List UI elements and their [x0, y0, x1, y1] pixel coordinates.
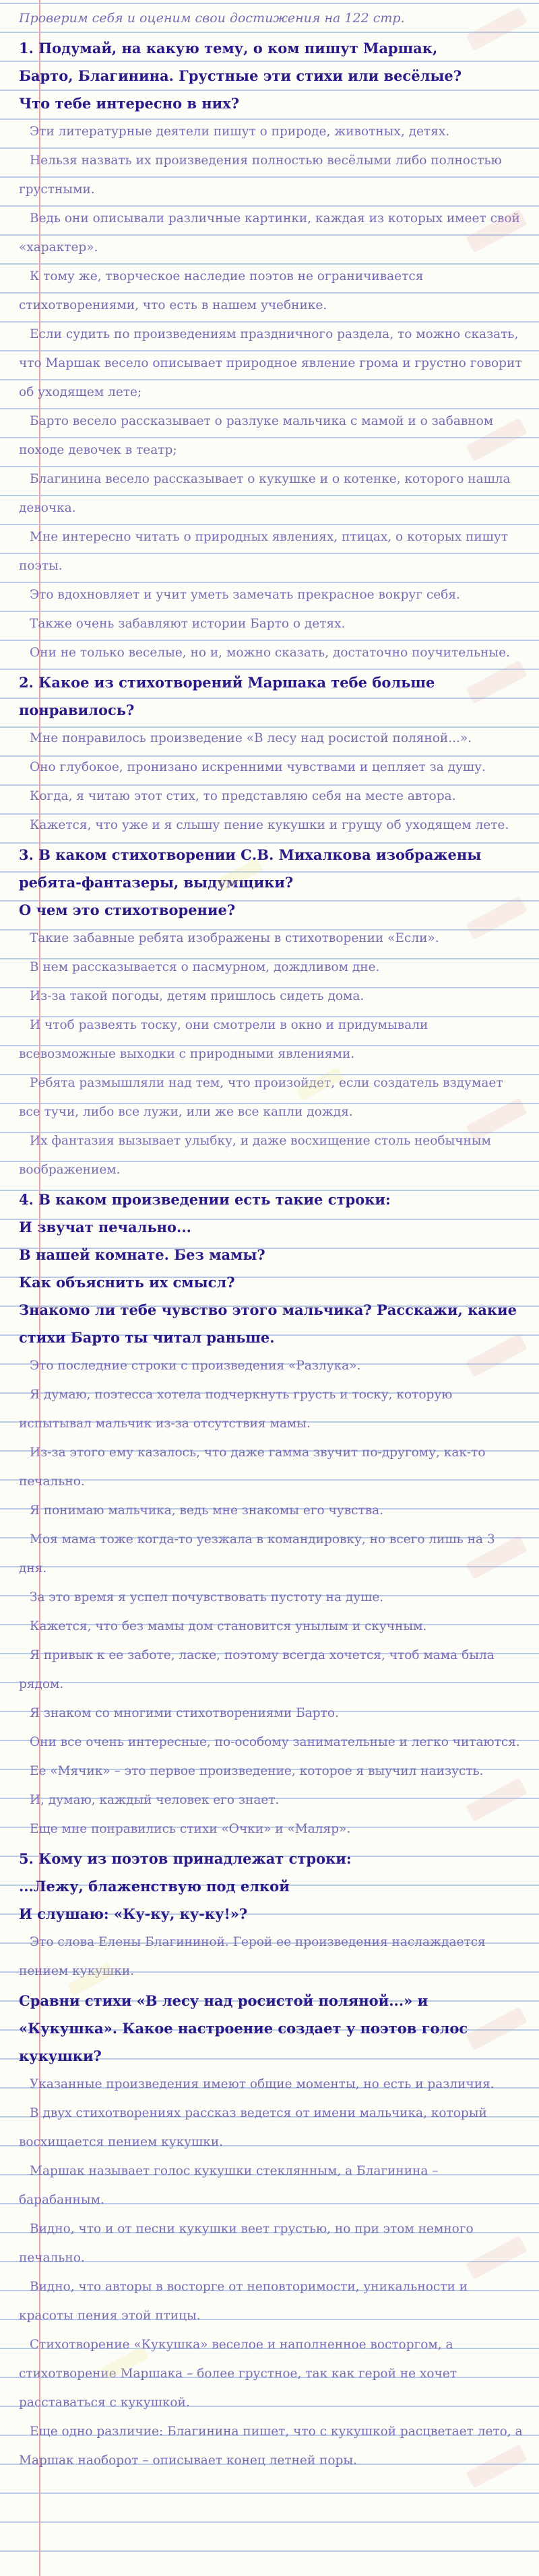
answer-paragraph: Эти литературные деятели пишут о природе, животных, детях.: [30, 125, 450, 139]
question-text: 2. Какое из стихотворений Маршака тебе больше понравилось?: [19, 674, 435, 718]
question-heading: [19, 1843, 523, 1928]
answer-paragraph: Маршак называет голос кукушки стеклянным, а Благинина – барабанным.: [19, 2164, 439, 2207]
answer-paragraph: Ребята размышляли над тем, что произойдет, если создатель вздумает все тучи, либо все лужи, или же все капли дождя.: [19, 1076, 503, 1119]
answer-paragraph: Еще мне понравились стихи «Очки» и «Маляр».: [30, 1822, 351, 1836]
answer-paragraph: Я понимаю мальчика, ведь мне знакомы его чувства.: [30, 1503, 384, 1518]
answer-paragraph: Если судить по произведениям праздничного раздела, то можно сказать, что Маршак весело описывает природное явление грома и грустно говорит об уходящем лете;: [19, 327, 522, 399]
answer-paragraph: Видно, что и от песни кукушки веет грустью, но при этом немного печально.: [19, 2222, 474, 2265]
answer-paragraph: Кажется, что без мамы дом становится унылым и скучным.: [30, 1619, 427, 1633]
answer-paragraph: Ее «Мячик» – это первое произведение, которое я выучил наизусть.: [30, 1764, 484, 1778]
answer-paragraph: За это время я успел почувствовать пустоту на душе.: [30, 1590, 384, 1604]
answer-paragraph: Мне понравилось произведение «В лесу над росистой поляной...».: [30, 731, 472, 745]
answer-paragraph: Я привык к ее заботе, ласке, поэтому всегда хочется, чтоб мама была рядом.: [19, 1648, 495, 1691]
answer-paragraph: Видно, что авторы в восторге от неповторимости, уникальности и красоты пения этой птицы.: [19, 2280, 468, 2323]
answer-paragraph: Барто весело рассказывает о разлуке мальчика с мамой и о забавном походе девочек в театр;: [19, 414, 494, 457]
answer-paragraph: Они все очень интересные, по-особому занимательные и легко читаются.: [30, 1735, 520, 1749]
answer-paragraph: Оно глубокое, пронизано искренними чувствами и цепляет за душу.: [30, 760, 486, 774]
question-text: 4. В каком произведении есть такие строки: И звучат печально... В нашей комнате. Без мамы? Как объяснить их смысл? Знакомо ли тебе чувство этого мальчика? Расскажи, какие стихи Барто ты читал раньше.: [19, 1191, 517, 1346]
answer-paragraph: Их фантазия вызывает улыбку, и даже восхищение столь необычным воображением.: [19, 1134, 491, 1177]
answer-paragraph: Еще одно различие: Благинина пишет, что с кукушкой расцветает лето, а Маршак наоборот – описывает конец летней поры.: [19, 2425, 523, 2468]
answer-paragraph: Это слова Елены Благининой. Герой ее произведения наслаждается пением кукушки.: [19, 1935, 486, 1978]
answer-paragraph: Кажется, что уже и я слышу пение кукушки и грущу об уходящем лете.: [30, 818, 509, 832]
question-heading: [19, 667, 523, 724]
question-text: 3. В каком стихотворении С.В. Михалкова изображены ребята-фантазеры, выдумщики? О чем это стихотворение?: [19, 846, 482, 918]
answer-paragraph: И чтоб развеять тоску, они смотрели в окно и придумывали всевозможные выходки с природными явлениями.: [19, 1018, 429, 1061]
answer-paragraph: Также очень забавляют истории Барто о детях.: [30, 617, 346, 631]
answer-paragraph: Это вдохновляет и учит уметь замечать прекрасное вокруг себя.: [30, 588, 460, 602]
answer-paragraph: Нельзя назвать их произведения полностью весёлыми либо полностью грустными.: [19, 154, 502, 197]
answer-paragraph: Я знаком со многими стихотворениями Барто.: [30, 1706, 339, 1720]
answer-paragraph: Благинина весело рассказывает о кукушке и о котенке, которого нашла девочка.: [19, 472, 511, 515]
answer-paragraph: Стихотворение «Кукушка» веселое и наполненное восторгом, а стихотворение Маршака – более грустное, так как герой не хочет расставаться с кукушкой.: [19, 2338, 457, 2410]
answer-paragraph: Я думаю, поэтесса хотела подчеркнуть грусть и тоску, которую испытывал мальчик из-за отсутствия мамы.: [19, 1388, 453, 1431]
answer-paragraph: Когда, я читаю этот стих, то представляю себя на месте автора.: [30, 789, 456, 803]
question-heading: [19, 1184, 523, 1351]
intro-note: Проверим себя и оценим свои достижения на 122 стр.: [19, 11, 405, 26]
answer-paragraph: К тому же, творческое наследие поэтов не ограничивается стихотворениями, что есть в нашем учебнике.: [19, 269, 424, 312]
answer-paragraph: Мне интересно читать о природных явлениях, птицах, о которых пишут поэты.: [19, 530, 509, 573]
question-text: Сравни стихи «В лесу над росистой поляной...» и «Кукушка». Какое настроение создает у поэтов голос кукушки?: [19, 1992, 468, 2064]
answer-paragraph: Это последние строки с произведения «Разлука».: [30, 1359, 361, 1373]
answer-paragraph: Они не только веселые, но и, можно сказать, достаточно поучительные.: [30, 646, 510, 660]
answer-paragraph: Указанные произведения имеют общие моменты, но есть и различия.: [30, 2077, 495, 2091]
question-heading: [19, 840, 523, 924]
answer-paragraph: Моя мама тоже когда-то уезжала в командировку, но всего лишь на 3 дня.: [19, 1532, 495, 1575]
answer-paragraph: Такие забавные ребята изображены в стихотворении «Если».: [30, 931, 439, 945]
answer-paragraph: В нем рассказывается о пасмурном, дождливом дне.: [30, 960, 380, 974]
question-text: 5. Кому из поэтов принадлежат строки: ...Лежу, блаженствую под елкой И слушаю: «Ку-ку, ку-ку!»?: [19, 1850, 352, 1922]
question-heading: [19, 1986, 523, 2070]
answer-paragraph: В двух стихотворениях рассказ ведется от имени мальчика, который восхищается пением кукушки.: [19, 2106, 487, 2149]
answer-paragraph: И, думаю, каждый человек его знает.: [30, 1793, 280, 1807]
answers-content: [19, 33, 523, 2475]
question-text: 1. Подумай, на какую тему, о ком пишут Маршак, Барто, Благинина. Грустные эти стихи или весёлые? Что тебе интересно в них?: [19, 40, 462, 112]
answer-paragraph: Из-за этого ему казалось, что даже гамма звучит по-другому, как-то печально.: [19, 1446, 486, 1489]
answer-paragraph: Из-за такой погоды, детям пришлось сидеть дома.: [30, 989, 364, 1003]
question-heading: [19, 33, 523, 117]
answer-paragraph: Ведь они описывали различные картинки, каждая из которых имеет свой «характер».: [19, 211, 520, 255]
